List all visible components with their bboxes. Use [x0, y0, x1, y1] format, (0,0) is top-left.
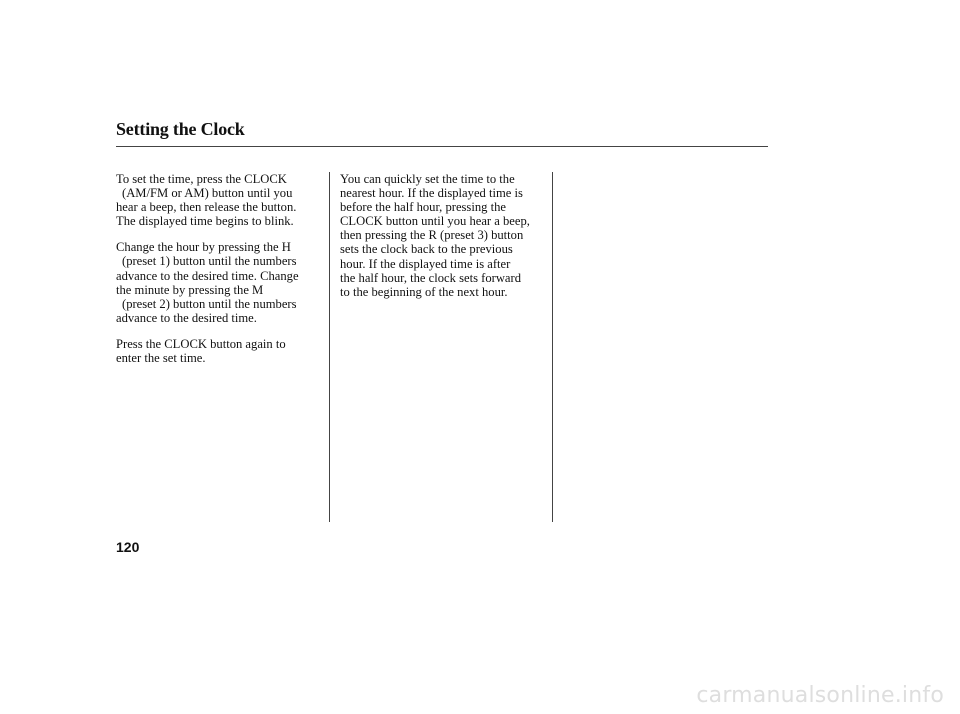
text-line: then pressing the R (preset 3) button	[340, 228, 524, 243]
text-line: to the beginning of the next hour.	[340, 284, 508, 299]
text-line: advance to the desired time. Change	[116, 268, 299, 283]
text-line: enter the set time.	[116, 351, 206, 366]
text-line: (preset 2) button until the numbers	[122, 296, 297, 311]
paragraph-enter-time	[116, 337, 328, 365]
text-line: Change the hour by pressing the H	[116, 240, 291, 255]
section-title: Setting the Clock	[116, 119, 245, 139]
left-text-column	[116, 172, 328, 377]
text-line: CLOCK button until you hear a beep,	[340, 214, 530, 229]
text-line: Press the CLOCK button again to	[116, 336, 286, 351]
text-line: the minute by pressing the M	[116, 282, 264, 297]
paragraph-change-hour-minute	[116, 240, 328, 325]
paragraph-set-time	[116, 172, 328, 228]
page-number: 120	[116, 539, 140, 555]
right-text-column	[340, 172, 548, 311]
text-line: nearest hour. If the displayed time is	[340, 186, 523, 201]
text-line: (preset 1) button until the numbers	[122, 254, 297, 269]
text-line: the half hour, the clock sets forward	[340, 270, 521, 285]
title-rule	[116, 146, 768, 147]
text-line: To set the time, press the CLOCK	[116, 172, 287, 186]
paragraph-quick-set	[340, 172, 548, 299]
text-line: The displayed time begins to blink.	[116, 214, 294, 229]
text-line: advance to the desired time.	[116, 310, 257, 325]
text-line: before the half hour, pressing the	[340, 200, 506, 215]
column-divider-left	[329, 172, 330, 522]
text-line: (AM/FM or AM) button until you	[122, 186, 293, 201]
text-line: hour. If the displayed time is after	[340, 256, 511, 271]
watermark: carmanualsonline.info	[696, 683, 944, 708]
text-line: You can quickly set the time to the	[340, 172, 515, 186]
text-line: sets the clock back to the previous	[340, 242, 513, 257]
column-divider-right	[552, 172, 553, 522]
text-line: hear a beep, then release the button.	[116, 200, 297, 215]
